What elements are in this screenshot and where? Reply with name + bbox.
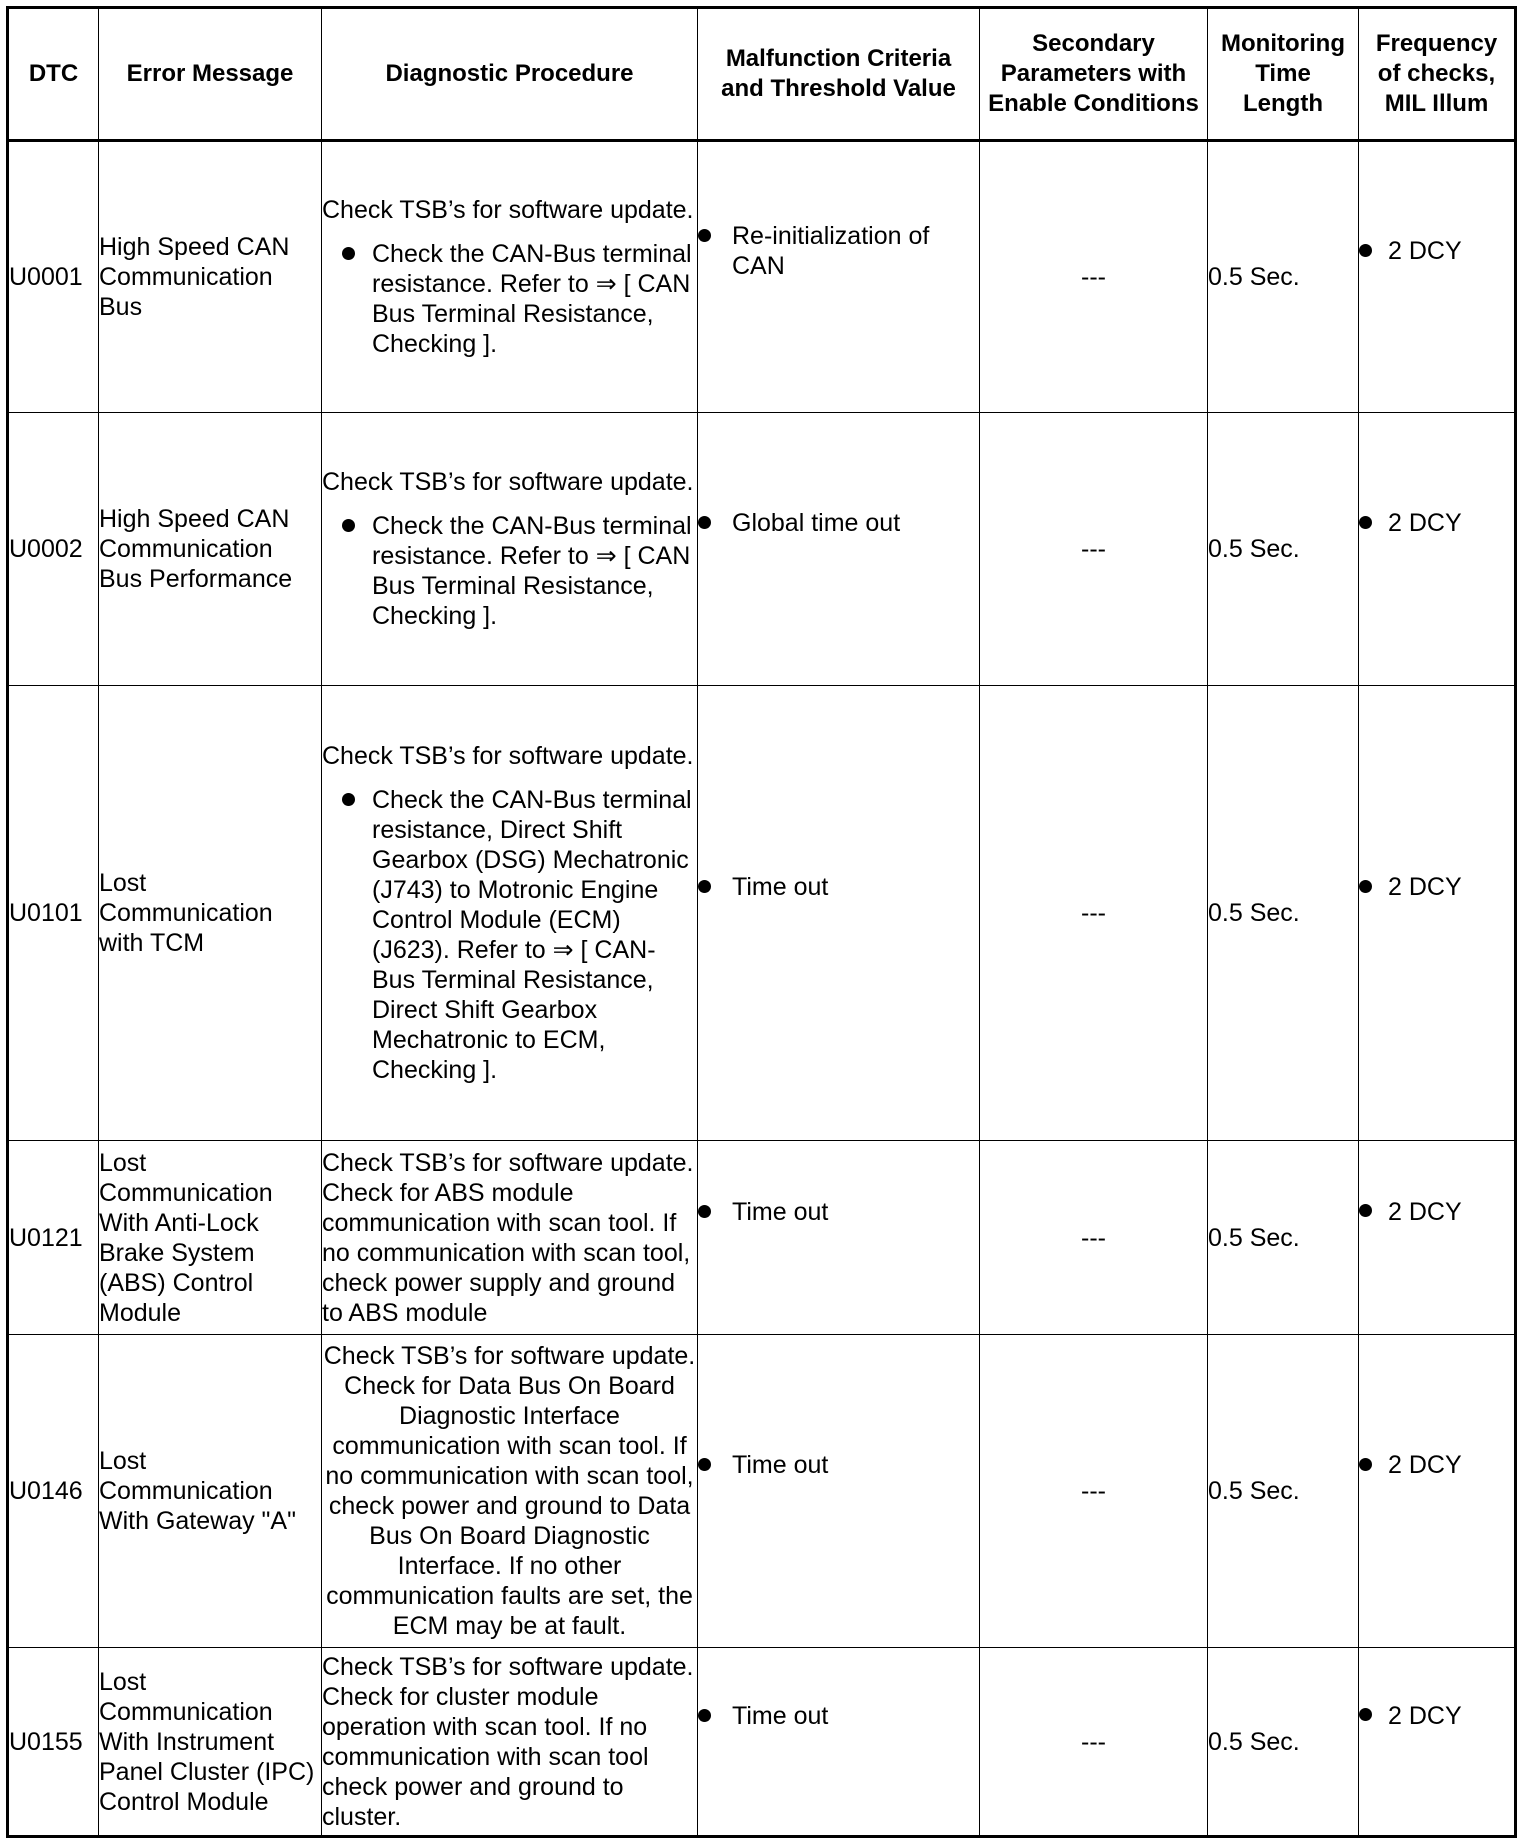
bullet-icon bbox=[342, 519, 355, 532]
header-diagnostic-procedure: Diagnostic Procedure bbox=[322, 8, 698, 141]
procedure-list bbox=[322, 785, 697, 1085]
secondary-parameters: --- bbox=[980, 1648, 1208, 1837]
monitoring-time: 0.5 Sec. bbox=[1208, 1335, 1359, 1648]
procedure-step bbox=[322, 511, 697, 631]
dtc-code: U0101 bbox=[8, 686, 99, 1141]
bullet-icon bbox=[698, 880, 711, 893]
monitoring-time: 0.5 Sec. bbox=[1208, 686, 1359, 1141]
criteria-text: Re-initialization of CAN bbox=[732, 222, 930, 280]
table-row bbox=[8, 686, 1516, 1141]
error-message: Lost Communication with TCM bbox=[99, 686, 322, 1141]
header-dtc: DTC bbox=[8, 8, 99, 141]
procedure-intro: Check TSB’s for software update. bbox=[322, 742, 694, 770]
procedure-step bbox=[322, 239, 697, 359]
frequency bbox=[1359, 413, 1516, 686]
table-row bbox=[8, 1335, 1516, 1648]
procedure-intro: Check TSB’s for software update. bbox=[322, 468, 694, 496]
header-malfunction-criteria: Malfunction Criteria and Threshold Value bbox=[698, 8, 980, 141]
bullet-icon bbox=[698, 516, 711, 529]
error-message: Lost Communication With Instrument Panel Cluster (IPC) Control Module bbox=[99, 1648, 322, 1837]
procedure-step-text: Check the CAN-Bus terminal resistance. Refer to ⇒ [ CAN Bus Terminal Resistance, Checking ]. bbox=[372, 512, 692, 630]
dtc-code: U0002 bbox=[8, 413, 99, 686]
procedure-step bbox=[322, 785, 697, 1085]
malfunction-criteria bbox=[698, 686, 980, 1141]
dtc-table bbox=[6, 6, 1517, 1838]
header-frequency: Frequency of checks, MIL Illum bbox=[1359, 8, 1516, 141]
error-message: High Speed CAN Communication Bus bbox=[99, 141, 322, 413]
malfunction-criteria bbox=[698, 141, 980, 413]
bullet-icon bbox=[1359, 244, 1372, 257]
procedure-step-text: Check the CAN-Bus terminal resistance. Refer to ⇒ [ CAN Bus Terminal Resistance, Checking ]. bbox=[372, 240, 692, 358]
dtc-code: U0121 bbox=[8, 1141, 99, 1335]
procedure-intro: Check TSB’s for software update. bbox=[322, 196, 694, 224]
frequency-text: 2 DCY bbox=[1388, 237, 1462, 265]
bullet-icon bbox=[1359, 1204, 1372, 1217]
diagnostic-procedure bbox=[322, 141, 698, 413]
frequency bbox=[1359, 1141, 1516, 1335]
error-message: Lost Communication With Anti-Lock Brake System (ABS) Control Module bbox=[99, 1141, 322, 1335]
dtc-code: U0146 bbox=[8, 1335, 99, 1648]
diagnostic-procedure bbox=[322, 413, 698, 686]
table-row bbox=[8, 1141, 1516, 1335]
error-message: Lost Communication With Gateway "A" bbox=[99, 1335, 322, 1648]
monitoring-time: 0.5 Sec. bbox=[1208, 1141, 1359, 1335]
procedure-step-text: Check the CAN-Bus terminal resistance, Direct Shift Gearbox (DSG) Mechatronic (J743) to Motronic Engine Control Module (ECM) (J623). Refer to ⇒ [ CAN-Bus Terminal Resistance, Direct Shift Gearbox Mechatronic to ECM, Checking ]. bbox=[372, 786, 692, 1084]
bullet-icon bbox=[342, 247, 355, 260]
bullet-icon bbox=[1359, 880, 1372, 893]
table-row bbox=[8, 413, 1516, 686]
criteria-text: Time out bbox=[732, 1451, 829, 1479]
criteria-text: Global time out bbox=[732, 509, 901, 537]
secondary-parameters: --- bbox=[980, 1335, 1208, 1648]
bullet-icon bbox=[698, 229, 711, 242]
table-row bbox=[8, 1648, 1516, 1837]
malfunction-criteria bbox=[698, 413, 980, 686]
dtc-code: U0155 bbox=[8, 1648, 99, 1837]
table-row bbox=[8, 141, 1516, 413]
criteria-text: Time out bbox=[732, 873, 829, 901]
diagnostic-procedure: Check TSB’s for software update. Check for ABS module communication with scan tool. If no communication with scan tool, check power supply and ground to ABS module bbox=[322, 1141, 698, 1335]
bullet-icon bbox=[1359, 1708, 1372, 1721]
frequency bbox=[1359, 686, 1516, 1141]
bullet-icon bbox=[1359, 1458, 1372, 1471]
diagnostic-procedure: Check TSB’s for software update. Check for Data Bus On Board Diagnostic Interface communication with scan tool. If no communication with scan tool, check power and ground to Data Bus On Board Diagnostic Interface. If no other communication faults are set, the ECM may be at fault. bbox=[322, 1335, 698, 1648]
secondary-parameters: --- bbox=[980, 413, 1208, 686]
frequency bbox=[1359, 1648, 1516, 1837]
header-secondary-parameters: Secondary Parameters with Enable Conditions bbox=[980, 8, 1208, 141]
bullet-icon bbox=[698, 1205, 711, 1218]
monitoring-time: 0.5 Sec. bbox=[1208, 413, 1359, 686]
criteria-text: Time out bbox=[732, 1197, 829, 1226]
header-monitoring-time: Monitoring Time Length bbox=[1208, 8, 1359, 141]
monitoring-time: 0.5 Sec. bbox=[1208, 1648, 1359, 1837]
secondary-parameters: --- bbox=[980, 141, 1208, 413]
bullet-icon bbox=[698, 1709, 711, 1722]
frequency-text: 2 DCY bbox=[1388, 509, 1462, 537]
procedure-list bbox=[322, 511, 697, 631]
dtc-code: U0001 bbox=[8, 141, 99, 413]
frequency-text: 2 DCY bbox=[1388, 1451, 1462, 1479]
diagnostic-procedure: Check TSB’s for software update. Check for cluster module operation with scan tool. If no communication with scan tool check power and ground to cluster. bbox=[322, 1648, 698, 1837]
malfunction-criteria bbox=[698, 1141, 980, 1335]
error-message: High Speed CAN Communication Bus Performance bbox=[99, 413, 322, 686]
header-row bbox=[8, 8, 1516, 141]
malfunction-criteria bbox=[698, 1335, 980, 1648]
diagnostic-procedure bbox=[322, 686, 698, 1141]
procedure-list bbox=[322, 239, 697, 359]
bullet-icon bbox=[1359, 516, 1372, 529]
frequency bbox=[1359, 141, 1516, 413]
frequency-text: 2 DCY bbox=[1388, 1197, 1462, 1226]
bullet-icon bbox=[698, 1458, 711, 1471]
frequency-text: 2 DCY bbox=[1388, 1701, 1462, 1730]
bullet-icon bbox=[342, 793, 355, 806]
frequency-text: 2 DCY bbox=[1388, 873, 1462, 901]
secondary-parameters: --- bbox=[980, 686, 1208, 1141]
header-error-message: Error Message bbox=[99, 8, 322, 141]
malfunction-criteria bbox=[698, 1648, 980, 1837]
monitoring-time: 0.5 Sec. bbox=[1208, 141, 1359, 413]
frequency bbox=[1359, 1335, 1516, 1648]
secondary-parameters: --- bbox=[980, 1141, 1208, 1335]
criteria-text: Time out bbox=[732, 1701, 829, 1730]
